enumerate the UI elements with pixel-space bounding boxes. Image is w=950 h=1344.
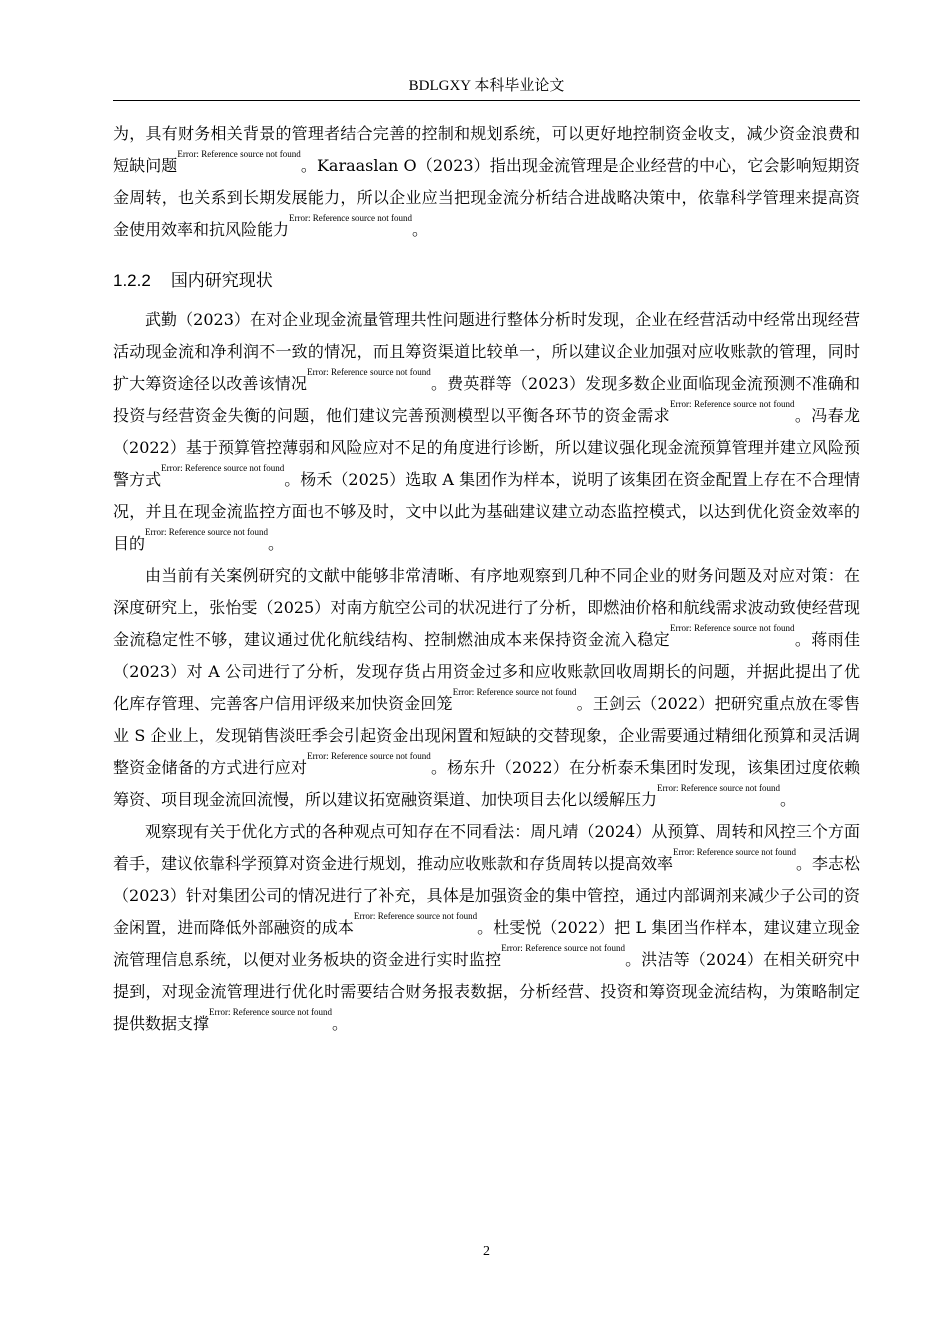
reference-error-marker: Error: Reference source not found (289, 213, 412, 223)
reference-error-marker: Error: Reference source not found (177, 149, 301, 159)
running-header: BDLGXY 本科毕业论文 (408, 78, 565, 94)
text-segment: 。费英群等（2023）发现多数企业面临现金流预测不准确和投资与经营资金失衡的问题，他们建议完善预测模型以平衡各环节的资金需求 (113, 374, 860, 425)
text-segment: 。 (267, 534, 284, 553)
body-content (113, 118, 860, 1040)
text-segment: 由当前有关案例研究的文献中能够非常清晰、有序地观察到几种不同企业的财务问题及对应对策：在深度研究上，张怡雯（2025）对南方航空公司的状况进行了分析，即燃油价格和航线需求波动致使经营现金流稳定性不够，建议通过优化航线结构、控制燃油成本来保持资金流入稳定 (113, 566, 860, 649)
text-segment: 。杨禾（2025）选取 A 集团作为样本，说明了该集团在资金配置上存在不合理情况，并且在现金流监控方面也不够及时，文中以此为基础建议建立动态监控模式，以达到优化资金效率的目的 (113, 470, 860, 553)
text-segment: 。 (331, 1014, 348, 1033)
reference-error-marker: Error: Reference source not found (209, 1007, 332, 1017)
reference-error-marker: Error: Reference source not found (673, 847, 796, 857)
reference-error-marker: Error: Reference source not found (307, 751, 431, 761)
reference-error-marker: Error: Reference source not found (501, 943, 625, 953)
text-segment: 。杜雯悦（2022）把 L 集团当作样本，建议建立现金流管理信息系统，以便对业务板块的资金进行实时监控 (113, 918, 860, 969)
reference-error-marker: Error: Reference source not found (353, 911, 478, 921)
section-heading (113, 268, 860, 294)
text-segment: 。杨东升（2022）在分析泰禾集团时发现，该集团过度依赖筹资、项目现金流回流慢，所以建议拓宽融资渠道、加快项目去化以缓解压力 (113, 758, 860, 809)
text-segment: 武勤（2023）在对企业现金流量管理共性问题进行整体分析时发现，企业在经营活动中经常出现经营活动现金流和净利润不一致的情况，而且筹资渠道比较单一，所以建议企业加强对应收账款的管理，同时扩大筹资途径以改善该情况 (113, 310, 860, 393)
reference-error-marker: Error: Reference source not found (669, 623, 795, 633)
text-segment: 。洪洁等（2024）在相关研究中提到，对现金流管理进行优化时需要结合财务报表数据，分析经营、投资和筹资现金流结构，为策略制定提供数据支撑 (113, 950, 860, 1033)
section-title: 国内研究现状 (170, 271, 273, 291)
paragraph-optimization-views (113, 816, 860, 1040)
text-segment: 。李志松（2023）针对集团公司的情况进行了补充，具体是加强资金的集中管控，通过内部调剂来减少子公司的资金闲置，进而降低外部融资的成本 (113, 854, 860, 937)
reference-error-marker: Error: Reference source not found (669, 399, 795, 409)
reference-error-marker: Error: Reference source not found (452, 687, 577, 697)
text-segment: 。Karaaslan O（2023）指出现金流管理是企业经营的中心，它会影响短期资金周转，也关系到长期发展能力，所以企业应当把现金流分析结合进战略决策中，依靠科学管理来提高资金使用效率和抗风险能力 (113, 156, 860, 239)
page-number: 2 (483, 1244, 490, 1259)
text-segment: 。王剑云（2022）把研究重点放在零售业 S 企业上，发现销售淡旺季会引起资金出现闲置和短缺的交替现象，企业需要通过精细化预算和灵活调整资金储备的方式进行应对 (113, 694, 860, 777)
text-segment: 。蒋雨佳（2023）对 A 公司进行了分析，发现存货占用资金过多和应收账款回收周期长的问题，并据此提出了优化库存管理、完善客户信用评级来加快资金回笼 (113, 630, 860, 713)
text-segment: 。 (779, 790, 796, 809)
reference-error-marker: Error: Reference source not found (145, 527, 268, 537)
reference-error-marker: Error: Reference source not found (161, 463, 285, 473)
paragraph-domestic-overview (113, 304, 860, 560)
reference-error-marker: Error: Reference source not found (307, 367, 431, 377)
text-segment: 。冯春龙（2022）基于预算管控薄弱和风险应对不足的角度进行诊断，所以建议强化现金流预算管理并建立风险预警方式 (113, 406, 860, 489)
text-segment: 。 (411, 220, 428, 239)
paragraph-case-studies (113, 560, 860, 816)
paragraph-continuation (113, 118, 860, 246)
text-segment: 为，具有财务相关背景的管理者结合完善的控制和规划系统，可以更好地控制资金收支，减少资金浪费和短缺问题 (113, 124, 860, 175)
text-segment: 观察现有关于优化方式的各种观点可知存在不同看法：周凡靖（2024）从预算、周转和风控三个方面着手，建议依靠科学预算对资金进行规划，推动应收账款和存货周转以提高效率 (113, 822, 860, 873)
section-number: 1.2.2 (113, 271, 151, 290)
reference-error-marker: Error: Reference source not found (657, 783, 780, 793)
header-rule (113, 100, 860, 101)
